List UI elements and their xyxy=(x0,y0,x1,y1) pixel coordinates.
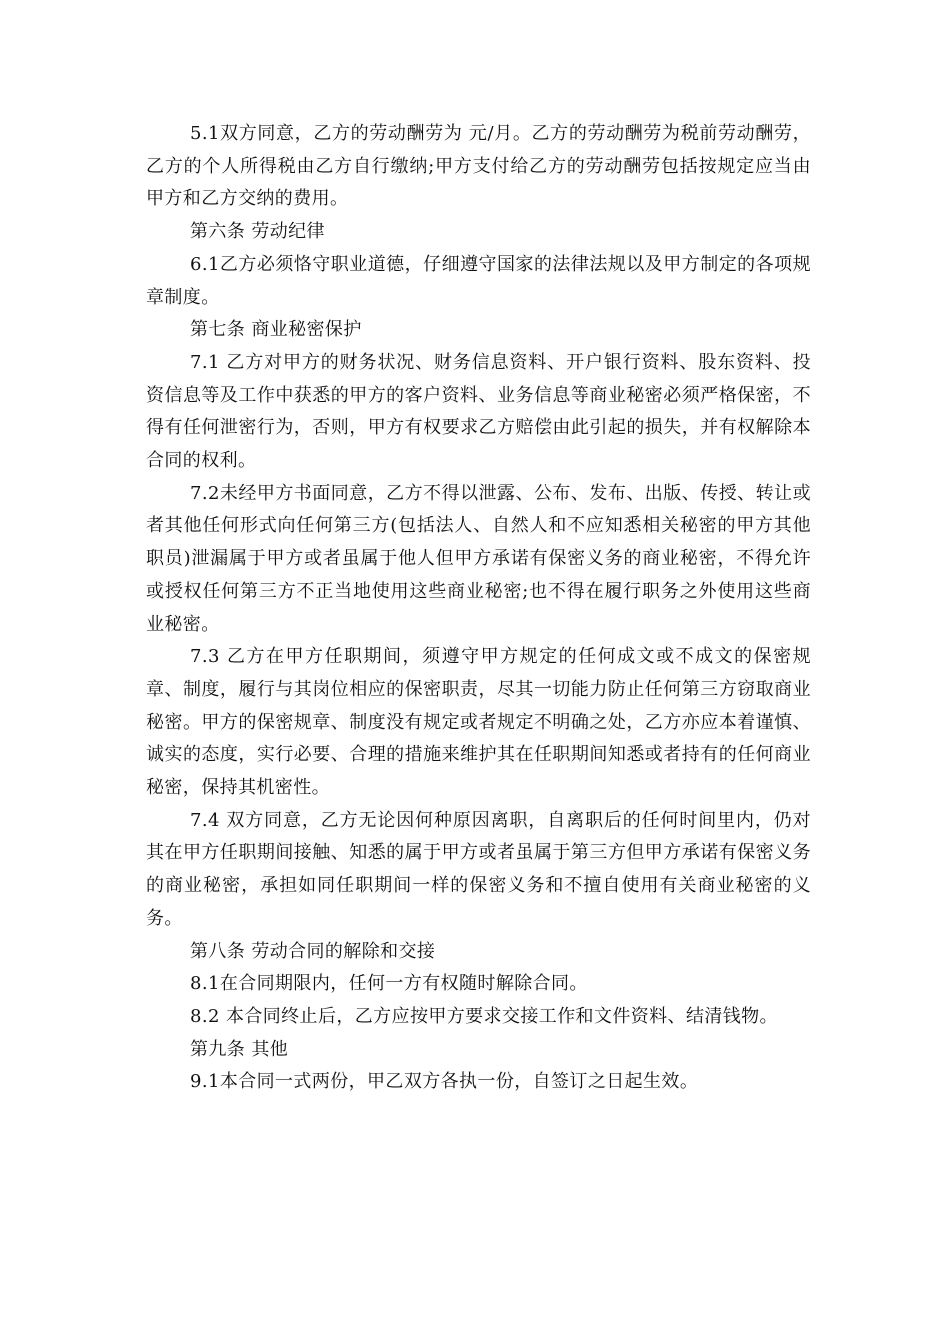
clause-9-1: 9.1本合同一式两份，甲乙双方各执一份，自签订之日起生效。 xyxy=(190,1071,699,1093)
document-body xyxy=(146,118,811,1099)
clause-7-1: 7.1 乙方对甲方的财务状况、财务信息资料、开户银行资料、股东资料、投资信息等及工作中获悉的甲方的客户资料、业务信息等商业秘密必须严格保密，不得有任何泄密行为，否则，甲方有权要求乙方赔偿由此引起的损失，并有权解除本合同的权利。 xyxy=(146,351,811,472)
clause-5-1: 5.1双方同意，乙方的劳动酬劳为 元/月。乙方的劳动酬劳为税前劳动酬劳，乙方的个人所得税由乙方自行缴纳;甲方支付给乙方的劳动酬劳包括按规定应当由甲方和乙方交纳的费用。 xyxy=(146,123,811,210)
clause-7-2: 7.2未经甲方书面同意，乙方不得以泄露、公布、发布、出版、传授、转让或者其他任何形式向任何第三方(包括法人、自然人和不应知悉相关秘密的甲方其他职员)泄漏属于甲方或者虽属于他人但甲方承诺有保密义务的商业秘密，不得允许或授权任何第三方不正当地使用这些商业秘密;也不得在履行职务之外使用这些商业秘密。 xyxy=(146,482,811,635)
clause-8-2: 8.2 本合同终止后，乙方应按甲方要求交接工作和文件资料、结清钱物。 xyxy=(190,1005,778,1027)
article-9-heading: 第九条 其他 xyxy=(190,1038,289,1060)
clause-8-1: 8.1在合同期限内，任何一方有权随时解除合同。 xyxy=(190,973,588,995)
clause-7-3: 7.3 乙方在甲方任职期间，须遵守甲方规定的任何成文或不成文的保密规章、制度，履行与其岗位相应的保密职责，尽其一切能力防止任何第三方窃取商业秘密。甲方的保密规章、制度没有规定或者规定不明确之处，乙方亦应本着谨慎、诚实的态度，实行必要、合理的措施来维护其在任职期间知悉或者持有的任何商业秘密，保持其机密性。 xyxy=(146,646,811,799)
clause-7-4: 7.4 双方同意，乙方无论因何种原因离职，自离职后的任何时间里内，仍对其在甲方任职期间接触、知悉的属于甲方或者虽属于第三方但甲方承诺有保密义务的商业秘密，承担如同任职期间一样的保密义务和不擅自使用有关商业秘密的义务。 xyxy=(146,809,811,929)
article-6-heading: 第六条 劳动纪律 xyxy=(190,221,325,243)
article-7-heading: 第七条 商业秘密保护 xyxy=(190,319,362,341)
article-8-heading: 第八条 劳动合同的解除和交接 xyxy=(190,940,436,962)
clause-6-1: 6.1乙方必须恪守职业道德，仔细遵守国家的法律法规以及甲方制定的各项规章制度。 xyxy=(146,253,811,308)
